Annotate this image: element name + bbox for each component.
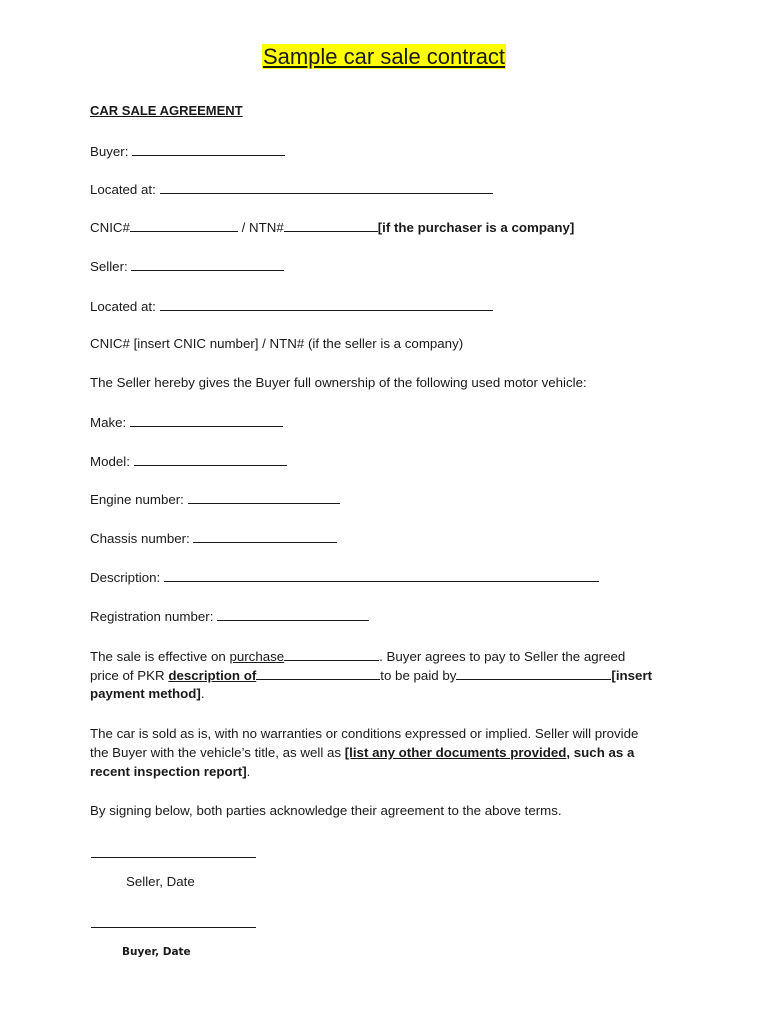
document-title-text: Sample car sale contract <box>262 44 506 69</box>
buyer-signature-label: Buyer, Date <box>122 946 191 958</box>
chassis-field <box>90 528 337 548</box>
purchase-text: purchase <box>229 649 285 664</box>
agreement-statement: By signing below, both parties acknowledge their agreement to the above terms. <box>90 803 562 818</box>
warranty-line-2 <box>90 743 634 762</box>
engine-label: Engine number: <box>90 492 184 507</box>
registration-blank[interactable] <box>217 606 369 621</box>
registration-field <box>90 606 369 626</box>
payment-text-2: . Buyer agrees to pay to Seller the agreed <box>379 649 626 664</box>
company-note: [if the purchaser is a company] <box>377 220 575 235</box>
payment-line-1 <box>90 646 625 666</box>
engine-field <box>90 489 340 509</box>
model-field <box>90 451 287 471</box>
purchase-date-field[interactable] <box>229 649 379 664</box>
buyer-label: Buyer: <box>90 144 129 159</box>
ntn-blank[interactable] <box>284 217 378 232</box>
seller-signature-label: Seller, Date <box>126 874 195 889</box>
seller-location-blank[interactable] <box>160 296 493 311</box>
purchase-date-blank[interactable] <box>284 646 379 661</box>
model-label: Model: <box>90 454 130 469</box>
make-blank[interactable] <box>130 412 283 427</box>
price-text: price of PKR <box>90 668 169 683</box>
paid-by-text: to be paid by <box>380 668 457 683</box>
buyer-location-blank[interactable] <box>160 179 493 194</box>
payment-method-text: payment method] <box>90 686 201 701</box>
warranty-period: . <box>246 764 251 779</box>
ownership-statement: The Seller hereby gives the Buyer full ownership of the following used motor vehicle: <box>90 375 587 390</box>
seller-cnic-line: CNIC# [insert CNIC number] / NTN# (if the seller is a company) <box>90 336 464 351</box>
seller-location-label: Located at: <box>90 299 156 314</box>
warranty-line-3 <box>90 762 250 781</box>
buyer-signature-line[interactable] <box>91 927 256 928</box>
seller-blank[interactable] <box>131 256 284 271</box>
buyer-blank[interactable] <box>132 141 285 156</box>
chassis-blank[interactable] <box>193 528 337 543</box>
price-blank[interactable] <box>256 665 380 680</box>
document-title <box>0 43 768 71</box>
seller-field <box>90 256 284 276</box>
payment-line-2 <box>90 665 652 685</box>
insert-text: [insert <box>611 668 653 683</box>
seller-label: Seller: <box>90 259 128 274</box>
inspection-report: recent inspection report] <box>90 764 247 779</box>
paid-by-blank[interactable] <box>456 665 611 680</box>
description-field <box>90 567 599 587</box>
buyer-field <box>90 141 285 161</box>
buyer-location-field <box>90 179 493 199</box>
seller-signature-line[interactable] <box>91 857 256 858</box>
ntn-label: / NTN# <box>241 220 284 235</box>
documents-suffix: , such as a <box>566 745 635 760</box>
engine-blank[interactable] <box>188 489 340 504</box>
registration-label: Registration number: <box>90 609 214 624</box>
buyer-cnic-field <box>90 217 574 237</box>
description-blank[interactable] <box>164 567 599 582</box>
price-description: description of <box>168 668 257 683</box>
warranty-line-1: The car is sold as is, with no warranties or conditions expressed or implied. Seller will provide <box>90 726 639 741</box>
model-blank[interactable] <box>134 451 287 466</box>
buyer-location-label: Located at: <box>90 182 156 197</box>
warranty-text-2: the Buyer with the vehicle’s title, as well as <box>90 745 345 760</box>
chassis-label: Chassis number: <box>90 531 190 546</box>
payment-line-3 <box>90 684 205 703</box>
cnic-blank[interactable] <box>130 217 238 232</box>
description-label: Description: <box>90 570 161 585</box>
agreement-heading: CAR SALE AGREEMENT <box>90 103 243 118</box>
payment-text-1: The sale is effective on <box>90 649 230 664</box>
seller-location-field <box>90 296 493 316</box>
make-label: Make: <box>90 415 127 430</box>
documents-list: [list any other documents provided <box>344 745 567 760</box>
cnic-label: CNIC# <box>90 220 130 235</box>
make-field <box>90 412 283 432</box>
payment-period: . <box>200 686 205 701</box>
